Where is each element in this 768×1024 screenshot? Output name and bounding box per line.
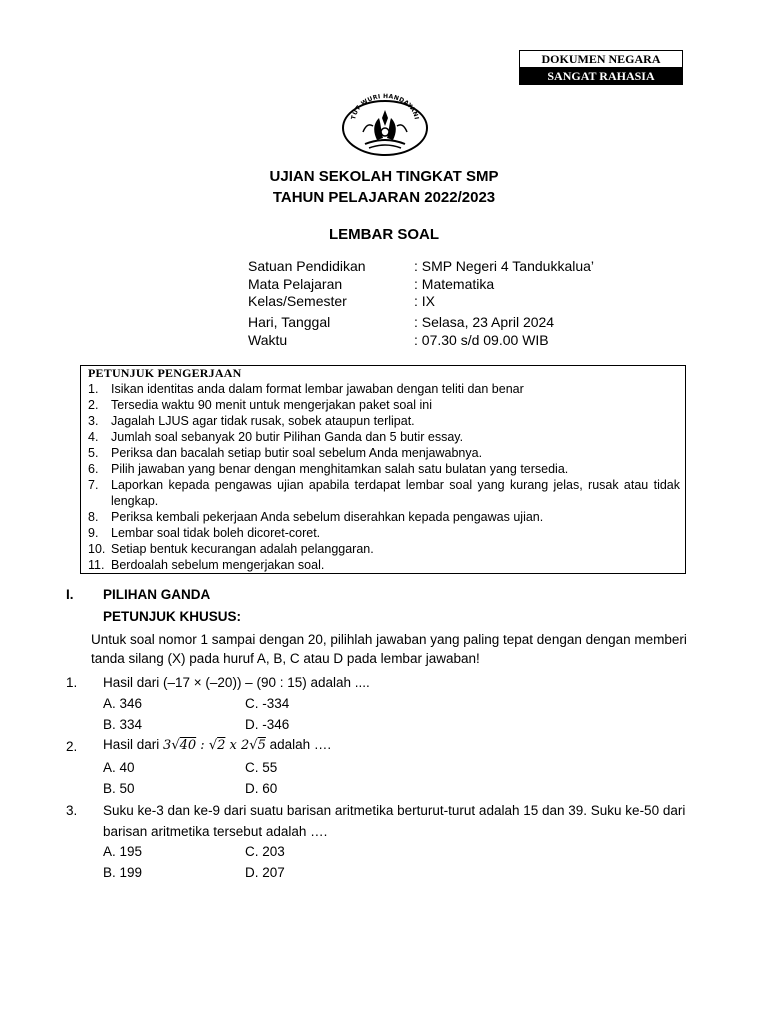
info-label-date: Hari, Tanggal (248, 314, 331, 330)
question-3-option-b: B. 199 (103, 865, 143, 880)
info-value-date: : Selasa, 23 April 2024 (414, 314, 555, 330)
info-value-school: : SMP Negeri 4 Tandukkalua’ (414, 258, 595, 274)
list-item: 6. Pilih jawaban yang benar dengan menghitamkan salah satu bulatan yang tersedia. (88, 462, 569, 476)
info-label-subject: Mata Pelajaran (248, 276, 343, 292)
tut-wuri-handayani-logo (333, 92, 437, 158)
section-description: Untuk soal nomor 1 sampai dengan 20, pilihlah jawaban yang paling tepat dengan dengan memberi tanda silang (X) pada huruf A, B, C atau D pada lembar jawaban! (91, 632, 687, 666)
academic-year: TAHUN PELAJARAN 2022/2023 (272, 189, 496, 206)
info-value-class: : IX (414, 293, 436, 309)
question-3-number: 3. (66, 803, 78, 818)
section-subtitle: PETUNJUK KHUSUS: (103, 609, 242, 624)
list-item: 9. Lembar soal tidak boleh dicoret-coret. (88, 526, 321, 540)
list-item: 8. Periksa kembali pekerjaan Anda sebelum diserahkan kepada pengawas ujian. (88, 510, 544, 524)
stamp-top-text: DOKUMEN NEGARA (520, 51, 682, 68)
question-1-option-a: A. 346 (103, 696, 143, 711)
question-1-option-d: D. -346 (245, 717, 290, 732)
question-2-number: 2. (66, 739, 78, 754)
classification-stamp (519, 50, 683, 85)
list-item: 2. Tersedia waktu 90 menit untuk mengerjakan paket soal ini (88, 398, 433, 412)
stamp-bottom-text: SANGAT RAHASIA (520, 68, 682, 84)
question-2-expression: 3√40 : √2 x 2√5 (163, 738, 266, 753)
list-item: 11. Berdoalah sebelum mengerjakan soal. (88, 558, 325, 572)
question-2-option-a: A. 40 (103, 760, 135, 775)
info-value-time: : 07.30 s/d 09.00 WIB (414, 332, 549, 348)
question-3-option-d: D. 207 (245, 865, 285, 880)
question-3-option-a: A. 195 (103, 844, 143, 859)
list-item: 3. Jagalah LJUS agar tidak rusak, sobek ataupun terlipat. (88, 414, 415, 428)
list-item: 10. Setiap bentuk kecurangan adalah pelanggaran. (88, 542, 374, 556)
list-item: 1. Isikan identitas anda dalam format lembar jawaban dengan teliti dan benar (88, 382, 524, 396)
logo-emblem-icon (333, 92, 437, 158)
question-2-option-b: B. 50 (103, 781, 135, 796)
info-label-school: Satuan Pendidikan (248, 258, 366, 274)
question-3-text-line2: barisan aritmetika tersebut adalah …. (103, 824, 328, 839)
question-2-prefix: Hasil dari (103, 737, 160, 752)
exam-title: UJIAN SEKOLAH TINGKAT SMP (269, 168, 499, 185)
info-value-subject: : Matematika (414, 276, 495, 292)
list-item: 4. Jumlah soal sebanyak 20 butir Pilihan Ganda dan 5 butir essay. (88, 430, 464, 444)
question-2-text (103, 737, 331, 753)
instructions-title: PETUNJUK PENGERJAAN (88, 366, 242, 380)
question-2-option-d: D. 60 (245, 781, 278, 796)
question-1-option-c: C. -334 (245, 696, 290, 711)
question-1-option-b: B. 334 (103, 717, 143, 732)
instructions-list (88, 381, 680, 573)
info-label-time: Waktu (248, 332, 288, 348)
question-2-option-c: C. 55 (245, 760, 278, 775)
question-3-option-c: C. 203 (245, 844, 285, 859)
section-title: PILIHAN GANDA (103, 587, 211, 602)
section-number: I. (66, 587, 74, 602)
info-label-class: Kelas/Semester (248, 293, 347, 309)
list-item: 7. Laporkan kepada pengawas ujian apabila terdapat lembar soal yang kurang jelas, rusak atau tidak lengkap. (88, 478, 680, 508)
question-2-suffix: adalah …. (269, 737, 332, 752)
logo-motto: TUT WURI HANDAYANI (350, 92, 420, 121)
question-3-text-line1: Suku ke-3 dan ke-9 dari suatu barisan aritmetika berturut-turut adalah 15 dan 39. Suku ke-50 dari (103, 803, 686, 818)
document-subtitle: LEMBAR SOAL (329, 226, 439, 243)
question-1-text: Hasil dari (–17 × (–20)) – (90 : 15) adalah .... (103, 675, 370, 690)
question-1-number: 1. (66, 675, 78, 690)
list-item: 5. Periksa dan bacalah setiap butir soal sebelum Anda menjawabnya. (88, 446, 483, 460)
